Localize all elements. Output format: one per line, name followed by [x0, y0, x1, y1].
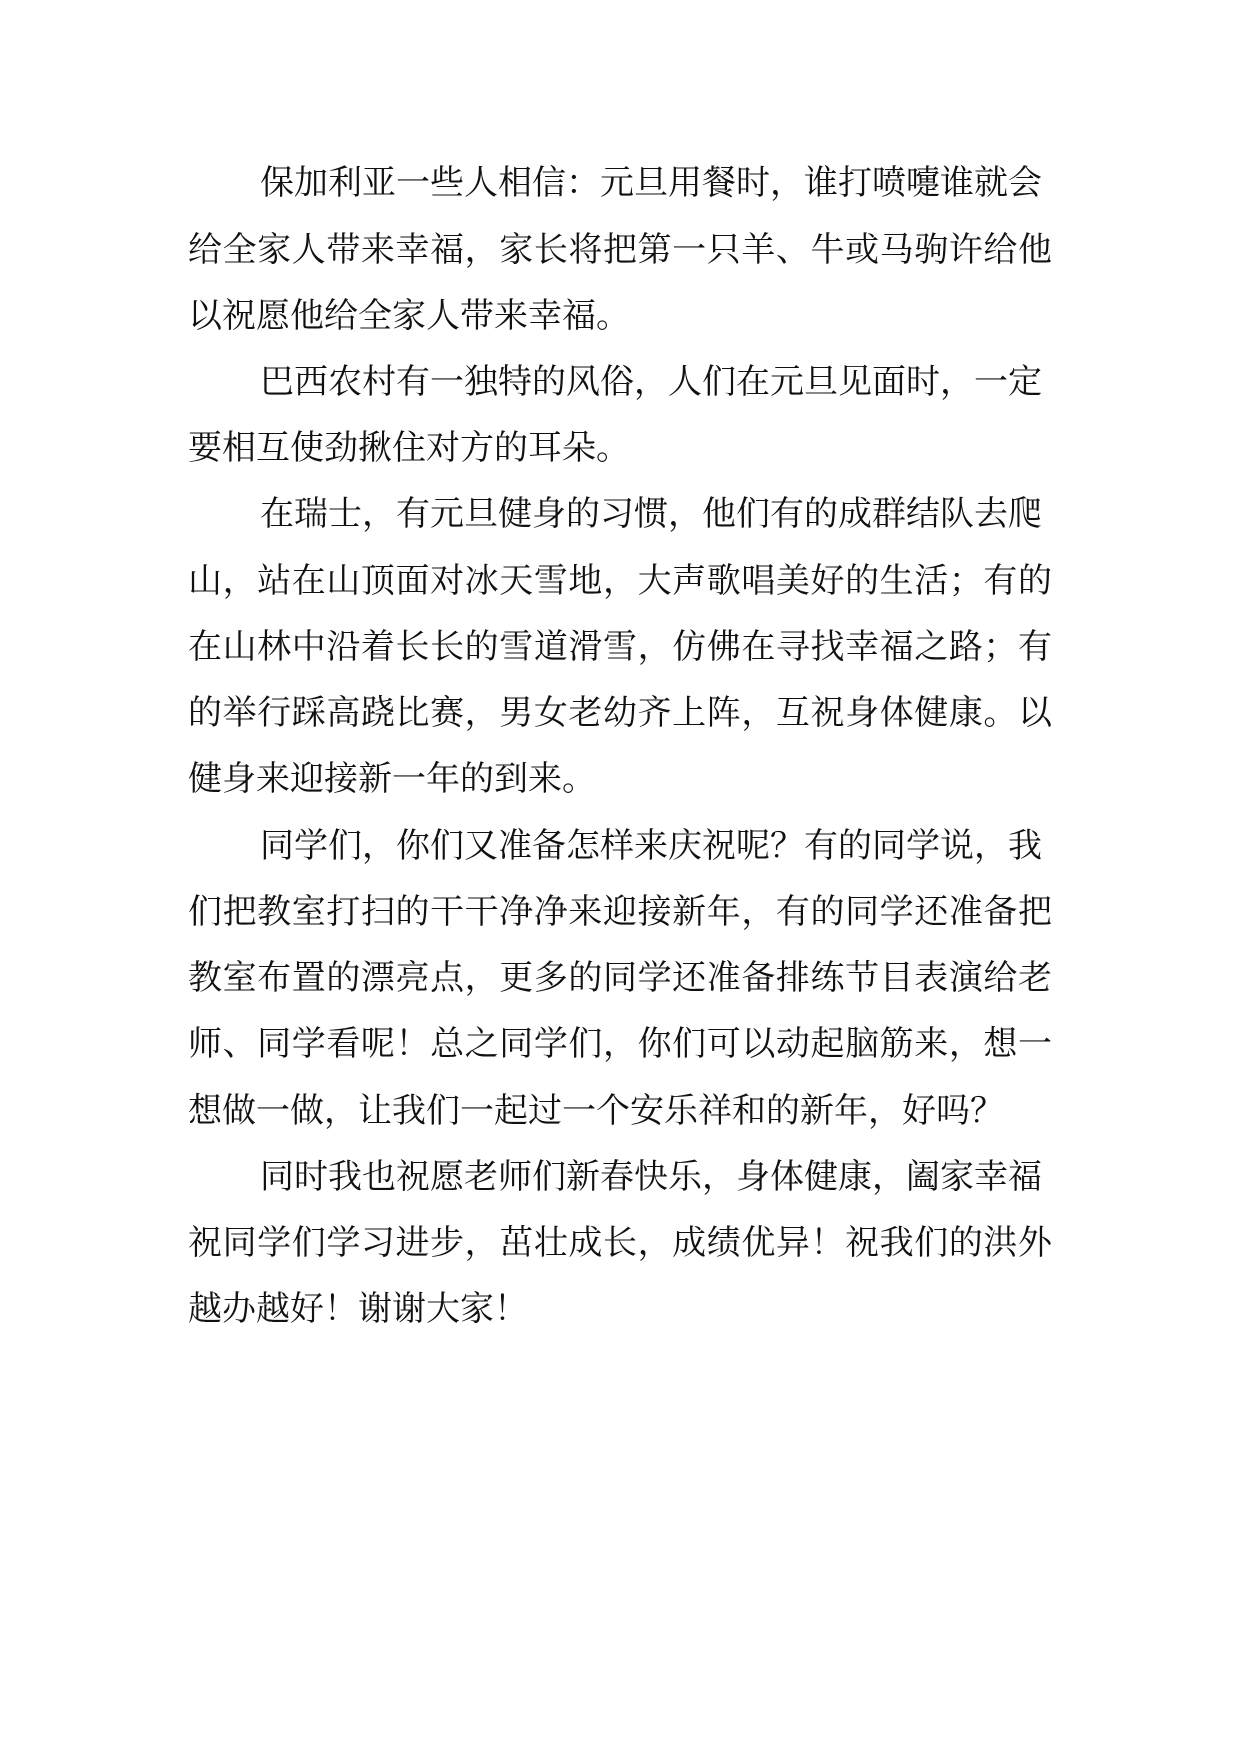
text-line: 越办越好！谢谢大家！ [188, 1289, 528, 1329]
text-line: 们把教室打扫的干干净净来迎接新年，有的同学还准备把 [188, 892, 1052, 932]
text-line: 同学们，你们又准备怎样来庆祝呢？有的同学说，我 [260, 826, 1042, 866]
text-line: 给全家人带来幸福，家长将把第一只羊、牛或马驹许给他 [188, 230, 1052, 270]
text-line: 巴西农村有一独特的风俗，人们在元旦见面时，一定 [260, 362, 1042, 402]
text-line: 在山林中沿着长长的雪道滑雪，仿佛在寻找幸福之路；有 [188, 627, 1052, 667]
text-line: 健身来迎接新一年的到来。 [188, 759, 596, 799]
text-line: 祝同学们学习进步，茁壮成长，成绩优异！祝我们的洪外 [188, 1223, 1052, 1263]
text-line: 教室布置的漂亮点，更多的同学还准备排练节目表演给老 [188, 958, 1052, 998]
text-line: 想做一做，让我们一起过一个安乐祥和的新年，好吗？ [188, 1091, 1004, 1131]
text-line: 以祝愿他给全家人带来幸福。 [188, 296, 630, 336]
text-line: 保加利亚一些人相信：元旦用餐时，谁打喷嚏谁就会 [260, 163, 1042, 203]
text-line: 要相互使劲揪住对方的耳朵。 [188, 428, 630, 468]
text-line: 师、同学看呢！总之同学们，你们可以动起脑筋来，想一 [188, 1024, 1052, 1064]
text-line: 在瑞士，有元旦健身的习惯，他们有的成群结队去爬 [260, 494, 1042, 534]
text-line: 的举行踩高跷比赛，男女老幼齐上阵，互祝身体健康。以 [188, 693, 1052, 733]
text-line: 同时我也祝愿老师们新春快乐，身体健康，阖家幸福 [260, 1157, 1042, 1197]
text-line: 山，站在山顶面对冰天雪地，大声歌唱美好的生活；有的 [188, 561, 1052, 601]
